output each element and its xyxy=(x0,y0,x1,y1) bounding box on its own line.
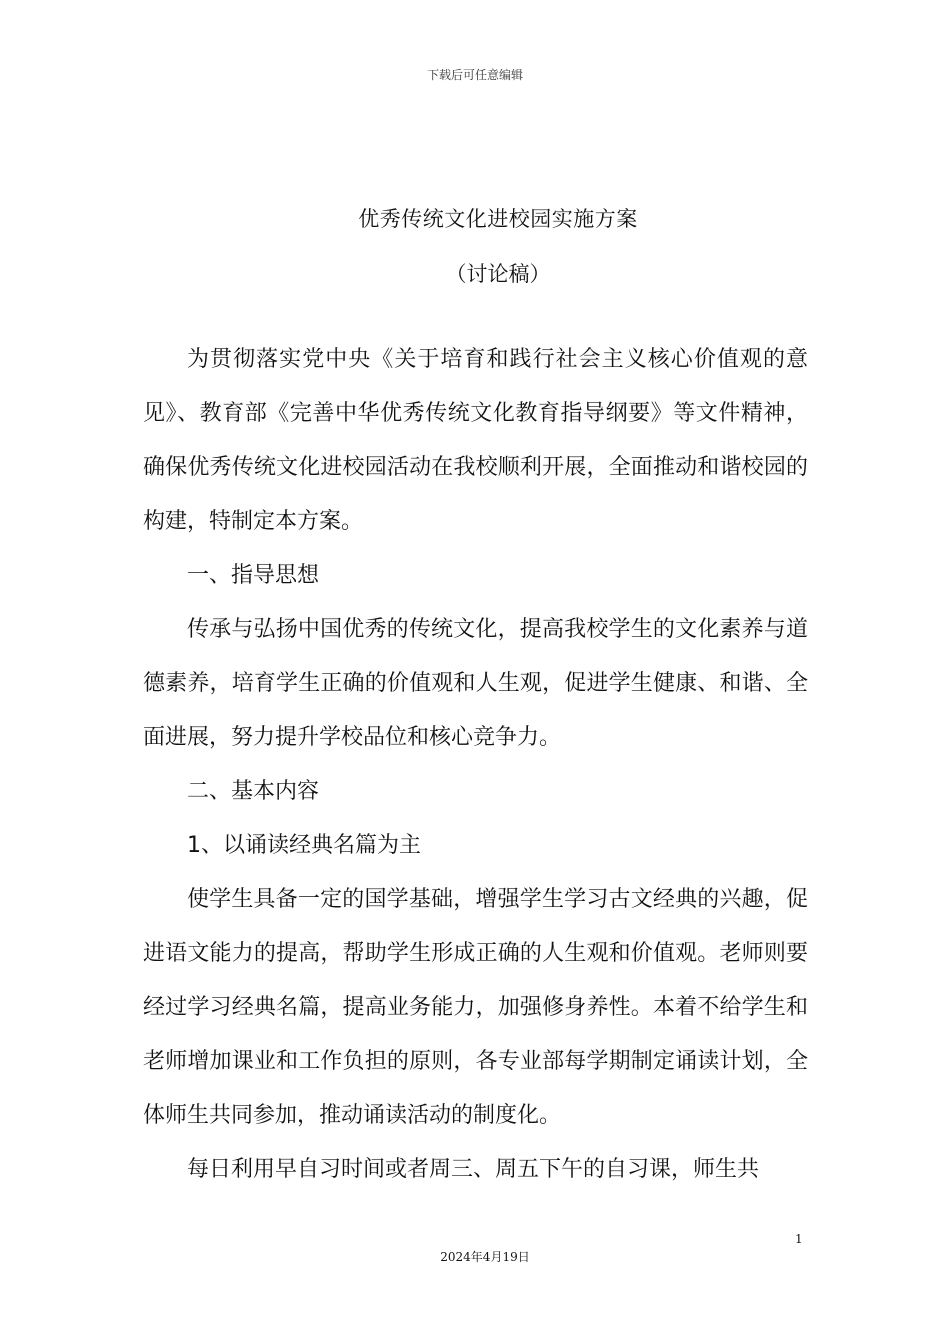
section-heading-basic-content: 二、基本内容 xyxy=(187,779,320,804)
document-body xyxy=(143,333,808,1197)
document-subtitle: （讨论稿） xyxy=(445,262,551,286)
subheading-classics-recitation: 1、以诵读经典名篇为主 xyxy=(187,833,421,858)
paragraph-guiding-ideology: 传承与弘扬中国优秀的传统文化，提高我校学生的文化素养与道德素养，培育学生正确的价值观和人生观，促进学生健康、和谐、全面进展，努力提升学校品位和核心竞争力。 xyxy=(143,617,808,750)
document-title: 优秀传统文化进校园实施方案 xyxy=(358,207,638,231)
footer-date: 2024年4月19日 xyxy=(440,1250,530,1264)
header-note: 下载后可任意编辑 xyxy=(426,68,523,82)
section-heading-guiding-ideology: 一、指导思想 xyxy=(187,563,320,588)
paragraph-intro: 为贯彻落实党中央《关于培育和践行社会主义核心价值观的意见》、教育部《完善中华优秀传统文化教育指导纲要》等文件精神，确保优秀传统文化进校园活动在我校顺利开展，全面推动和谐校园的构建，特制定本方案。 xyxy=(143,347,808,534)
paragraph-daily-schedule: 每日利用早自习时间或者周三、周五下午的自习课，师生共 xyxy=(187,1157,760,1182)
page-number: 1 xyxy=(795,1232,803,1246)
paragraph-classics-recitation: 使学生具备一定的国学基础，增强学生学习古文经典的兴趣，促进语文能力的提高，帮助学生形成正确的人生观和价值观。老师则要经过学习经典名篇，提高业务能力，加强修身养性。本着不给学生和老师增加课业和工作负担的原则，各专业部每学期制定诵读计划，全体师生共同参加，推动诵读活动的制度化。 xyxy=(143,887,808,1128)
